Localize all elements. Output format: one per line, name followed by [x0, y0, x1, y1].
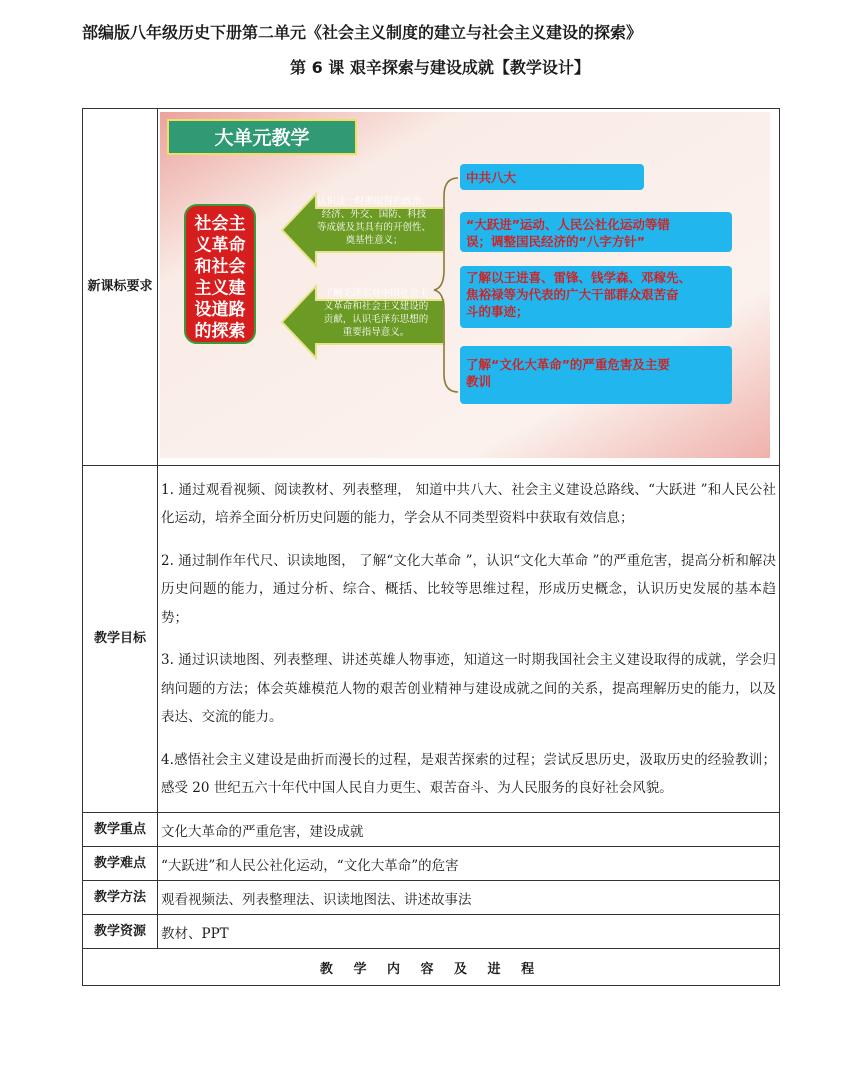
difficulty-row: [83, 847, 780, 881]
arrow-bottom-line-1: 了解毛泽东对中国社会主: [323, 288, 429, 299]
center-theme-line-6: 的探索: [194, 321, 246, 342]
center-theme-line-4: 主义建: [194, 278, 246, 299]
lesson-title: 第 6 课 艰辛探索与建设成就【教学设计】: [290, 58, 590, 77]
resource-label: 教学资源: [83, 915, 158, 949]
arrow-top-line-3: 等成就及其具有的开创性、: [316, 222, 432, 233]
topic-box-2-line-1: “大跃进”运动、人民公社化运动等错: [466, 217, 670, 232]
center-theme-line-5: 设道路: [194, 300, 246, 320]
method-label: 教学方法: [83, 881, 158, 915]
arrow-top-line-2: 经济、外交、国防、科技: [321, 209, 427, 220]
center-theme-line-3: 和社会: [194, 257, 246, 277]
goal-item-4: 4.感悟社会主义建设是曲折而漫长的过程，是艰苦探索的过程；尝试反思历史，汲取历史的经验教训；感受 20 世纪五六十年代中国人民自力更生、艰苦奋斗、为人民服务的良好社会风貌。: [161, 751, 776, 796]
topic-box-3-line-1: 了解以王进喜、雷锋、钱学森、邓稼先、: [466, 270, 692, 285]
center-theme-line-2: 义革命: [194, 235, 246, 256]
goals-label: 教学目标: [83, 466, 158, 813]
teaching-design-table: [82, 108, 780, 986]
arrow-bottom-line-2: 义革命和社会主义建设的: [323, 301, 429, 312]
topic-box-2-line-2: 误；调整国民经济的“八字方针”: [466, 234, 645, 249]
focus-text: 文化大革命的严重危害，建设成就: [158, 813, 780, 847]
resource-text: 教材、PPT: [158, 915, 780, 949]
progress-row: [83, 949, 780, 986]
goals-cell: [158, 466, 780, 813]
topic-box-4-line-1: 了解“文化大革命”的严重危害及主要: [466, 357, 670, 372]
topic-box-4: [460, 346, 732, 404]
method-row: [83, 881, 780, 915]
standards-row: [83, 109, 780, 466]
center-theme-line-1: 社会主: [194, 214, 246, 234]
goal-item-3: 3. 通过识读地图、列表整理、讲述英雄人物事迹，知道这一时期我国社会主义建设取得的成就，学会归纳问题的方法；体会英雄模范人物的艰苦创业精神与建设成就之间的关系，提高理解历史的能力，以及表达、交流的能力。: [161, 652, 776, 725]
topic-box-3-line-2: 焦裕禄等为代表的广大干部群众艰苦奋: [466, 287, 679, 302]
arrow-top-line-4: 奠基性意义；: [345, 235, 403, 246]
arrow-bottom-line-4: 重要指导意义。: [342, 327, 410, 338]
difficulty-text: “大跃进”和人民公社化运动，“文化大革命”的危害: [158, 847, 780, 881]
topic-box-1-line-1: 中共八大: [466, 170, 517, 185]
goals-row: [83, 466, 780, 813]
resource-row: [83, 915, 780, 949]
document-title: 部编版八年级历史下册第二单元《社会主义制度的建立与社会主义建设的探索》: [82, 23, 643, 42]
standards-label: 新课标要求: [83, 109, 158, 466]
topic-box-3-line-3: 斗的事迹；: [466, 304, 529, 319]
difficulty-label: 教学难点: [83, 847, 158, 881]
arrow-top-line-1: 认识这一时期取得的政治、: [316, 196, 432, 207]
unit-badge-text: 大单元教学: [214, 127, 310, 149]
progress-heading: 教 学 内 容 及 进 程: [83, 949, 780, 986]
arrow-bottom-line-3: 贡献，认识毛泽东思想的: [323, 314, 429, 325]
method-text: 观看视频法、列表整理法、识读地图法、讲述故事法: [158, 881, 780, 915]
unit-teaching-diagram: [160, 112, 770, 458]
unit-map-cell: [158, 109, 780, 466]
topic-box-4-line-2: 教训: [466, 374, 492, 389]
focus-label: 教学重点: [83, 813, 158, 847]
focus-row: [83, 813, 780, 847]
goal-item-2: 2. 通过制作年代尺、识读地图， 了解“文化大革命 ”，认识“文化大革命 ”的严重危害，提高分析和解决历史问题的能力，通过分析、综合、概括、比较等思维过程，形成历史概念，认识历史发展的基本趋势；: [161, 552, 776, 626]
goal-item-1: 1. 通过观看视频、阅读教材、列表整理， 知道中共八大、社会主义建设总路线、“大跃进 ”和人民公社化运动，培养全面分析历史问题的能力，学会从不同类型资料中获取有效信息；: [161, 481, 776, 526]
